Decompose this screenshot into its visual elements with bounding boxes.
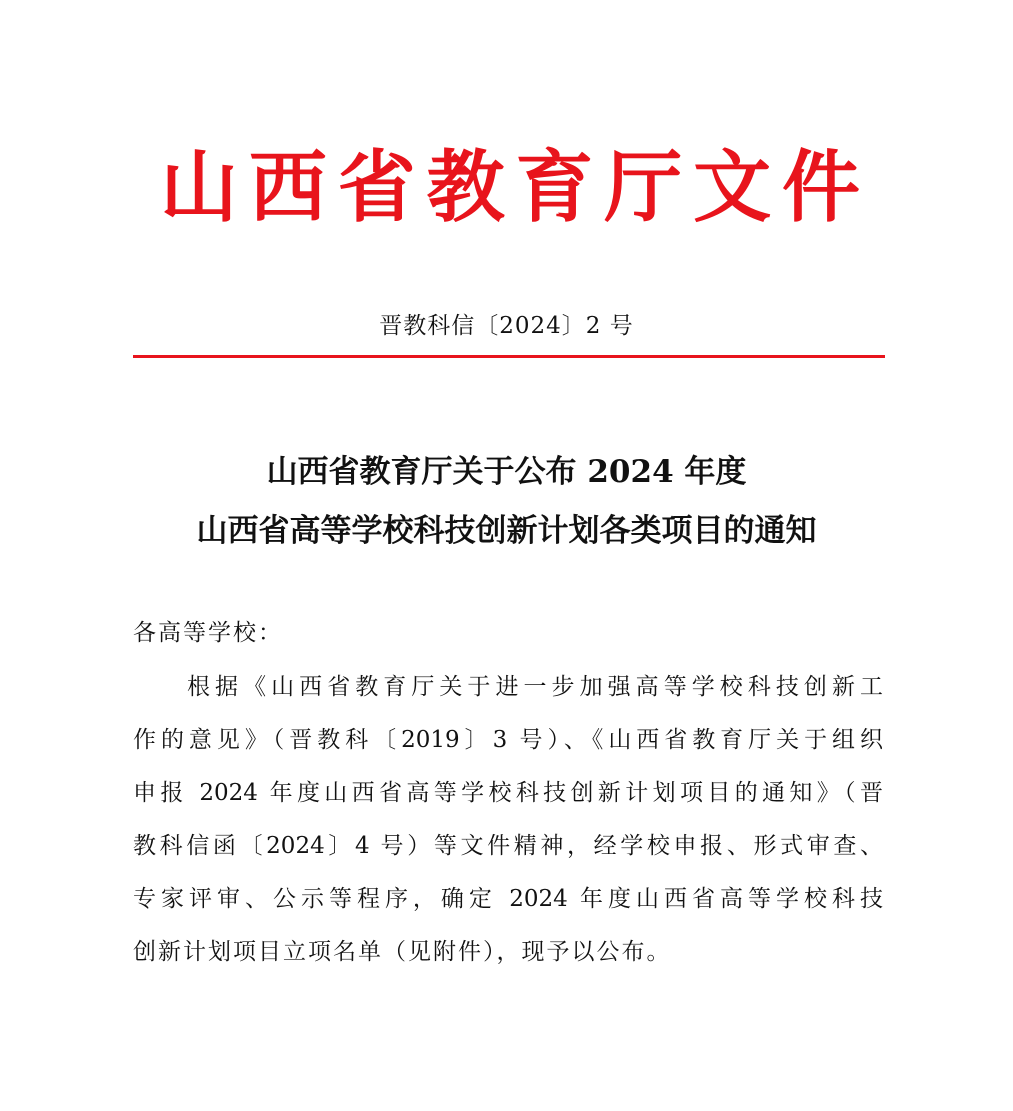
notice-title-line-2: 山西省高等学校科技创新计划各类项目的通知: [196, 513, 817, 549]
document-number: 晋教科信〔2024〕2 号: [379, 313, 634, 339]
red-divider-line: [133, 355, 885, 358]
body-paragraph-line: 申报 2024 年度山西省高等学校科技创新计划项目的通知》（晋: [133, 780, 883, 806]
body-paragraph-line: 根据《山西省教育厅关于进一步加强高等学校科技创新工: [187, 674, 883, 700]
body-paragraph-line: 创新计划项目立项名单（见附件），现予以公布。: [133, 939, 672, 965]
body-paragraph-line: 作的意见》（晋教科〔2019〕3 号）、《山西省教育厅关于组织: [133, 727, 883, 753]
salutation: 各高等学校：: [133, 620, 283, 646]
document-masthead: 山西省教育厅文件: [160, 142, 860, 233]
notice-title-line-1: 山西省教育厅关于公布 2024 年度: [266, 454, 747, 490]
body-paragraph-line: 专家评审、公示等程序，确定 2024 年度山西省高等学校科技: [133, 886, 883, 912]
body-paragraph-line: 教科信函〔2024〕4 号）等文件精神，经学校申报、形式审查、: [133, 833, 883, 859]
